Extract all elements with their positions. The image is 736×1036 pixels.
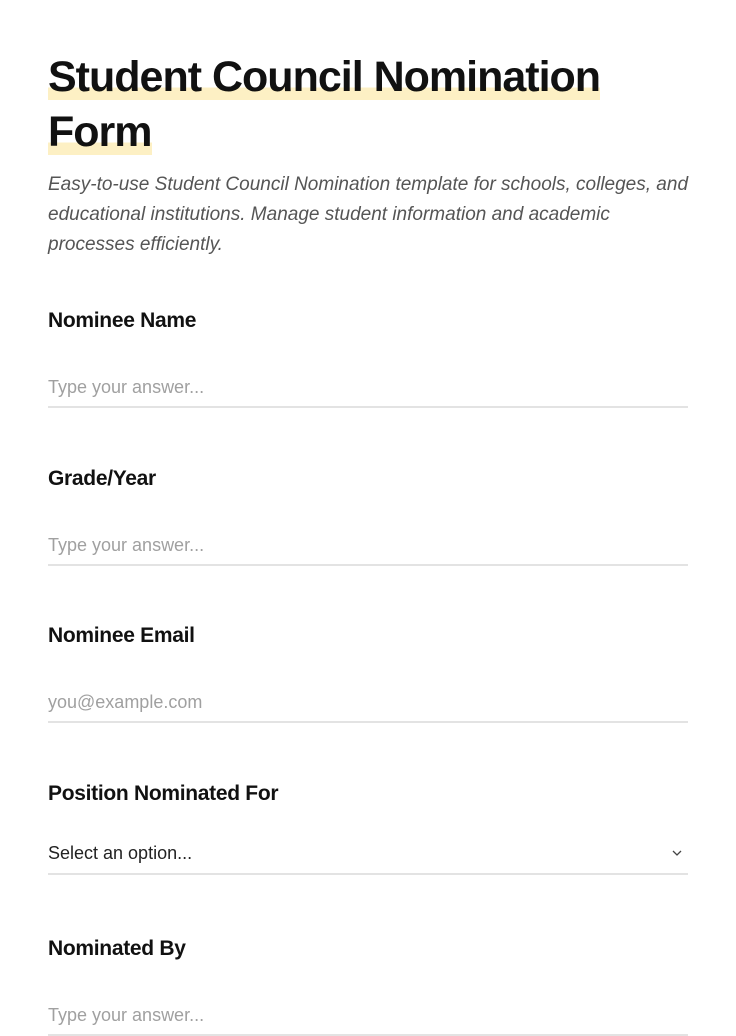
field-label: Position Nominated For	[48, 782, 279, 805]
page-title-text: Student Council Nomination Form	[48, 53, 601, 156]
form-description: Easy-to-use Student Council Nomination template for schools, colleges, and educational institutions. Manage student information and academic processes efficiently.	[48, 174, 689, 255]
chevron-down-icon	[672, 848, 682, 858]
field-nominee-name	[48, 306, 688, 408]
form-header	[48, 50, 688, 260]
field-label: Nominee Email	[48, 624, 195, 647]
nominee-email-input[interactable]	[48, 683, 688, 723]
field-grade-year	[48, 464, 688, 566]
nominated-by-input[interactable]	[48, 996, 688, 1036]
field-nominee-email	[48, 621, 688, 723]
grade-year-input[interactable]	[48, 526, 688, 566]
field-nominated-by	[48, 934, 688, 1036]
field-label: Nominee Name	[48, 309, 197, 332]
field-position	[48, 779, 688, 875]
page-title	[48, 50, 688, 160]
select-value: Select an option...	[48, 842, 193, 863]
field-label: Grade/Year	[48, 467, 156, 490]
nominee-name-input[interactable]	[48, 368, 688, 408]
field-label: Nominated By	[48, 937, 186, 960]
position-select[interactable]	[48, 833, 688, 875]
